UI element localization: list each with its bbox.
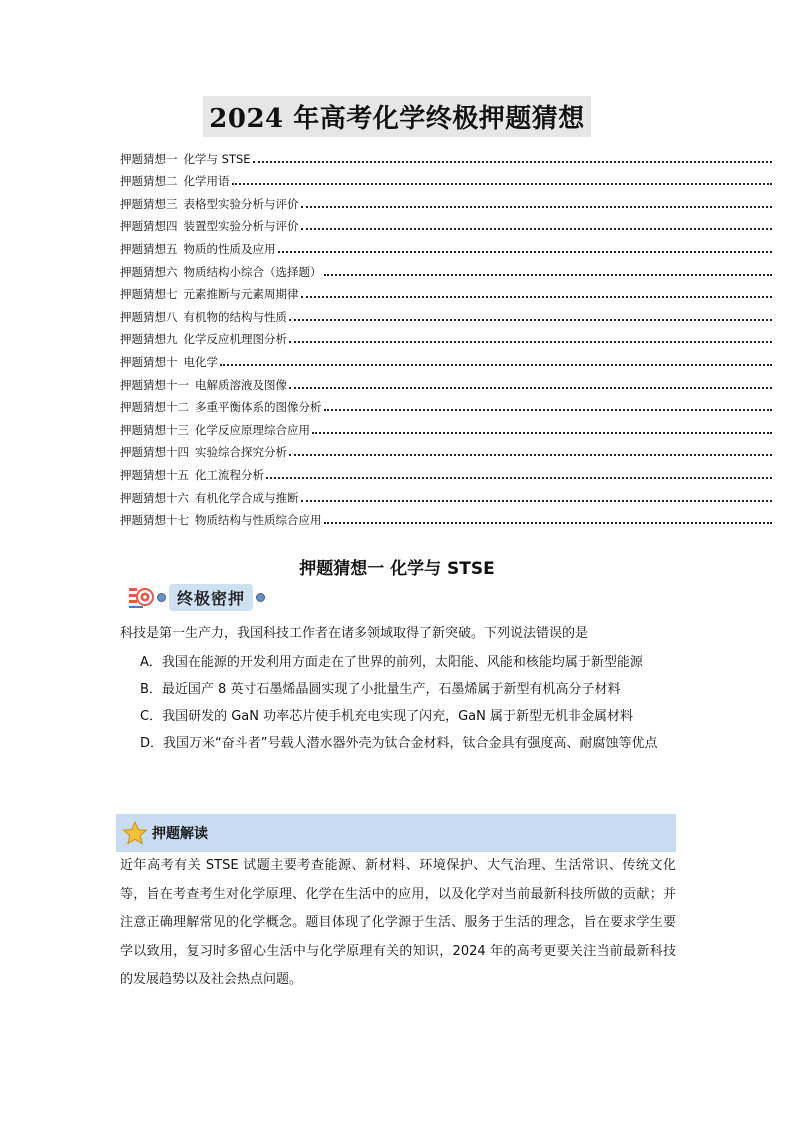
toc-row[interactable] — [120, 144, 772, 167]
toc-row[interactable] — [120, 393, 772, 416]
analysis-label: 押题解读 — [152, 826, 208, 842]
toc-label: 押题猜想八 — [120, 309, 178, 324]
toc-row[interactable] — [120, 370, 772, 393]
question-stem: 科技是第一生产力，我国科技工作者在诸多领域取得了新突破。下列说法错误的是 — [120, 626, 589, 641]
question-block — [120, 624, 676, 756]
toc-label: 押题猜想五 — [120, 241, 178, 256]
toc-leader-dots — [232, 182, 773, 185]
toc-leader-dots — [301, 295, 773, 298]
toc-title: 装置型实验分析与评价 — [183, 219, 299, 234]
toc-leader-dots — [289, 386, 772, 389]
toc-row[interactable] — [120, 415, 772, 438]
analysis-header — [116, 814, 676, 852]
toc-row[interactable] — [120, 257, 772, 280]
option-a: A．我国在能源的开发利用方面走在了世界的前列，太阳能、风能和核能均属于新型能源 — [140, 655, 643, 670]
toc-label: 押题猜想十五 — [120, 467, 189, 482]
toc-title: 有机物的结构与性质 — [183, 309, 287, 324]
page-title: 2024 年高考化学终极押题猜想 — [203, 96, 590, 137]
toc-row[interactable] — [120, 506, 772, 529]
toc-row[interactable] — [120, 189, 772, 212]
toc-title: 实验综合探究分析 — [195, 445, 287, 460]
toc-title: 电解质溶液及图像 — [195, 377, 287, 392]
toc-row[interactable] — [120, 438, 772, 461]
toc-title: 物质结构小综合（选择题） — [183, 264, 322, 279]
toc-leader-dots — [312, 431, 772, 434]
toc-title: 物质的性质及应用 — [183, 241, 276, 256]
toc-leader-dots — [289, 453, 772, 456]
toc-title: 有机化学合成与推断 — [195, 490, 299, 505]
toc-leader-dots — [301, 205, 773, 208]
toc-leader-dots — [324, 521, 773, 524]
toc-label: 押题猜想十六 — [120, 490, 189, 505]
toc-row[interactable] — [120, 302, 772, 325]
banner-dot-right — [256, 593, 265, 602]
toc-leader-dots — [289, 340, 772, 343]
toc-row[interactable] — [120, 280, 772, 303]
toc-row[interactable] — [120, 347, 772, 370]
toc-leader-dots — [324, 273, 773, 276]
toc-title: 化学反应机理图分析 — [183, 332, 287, 347]
toc-row[interactable] — [120, 212, 772, 235]
toc-label: 押题猜想四 — [120, 219, 178, 234]
banner-dot-left — [157, 593, 166, 602]
target-icon — [128, 584, 154, 610]
table-of-contents — [120, 144, 772, 528]
banner-label: 终极密押 — [169, 584, 253, 611]
toc-row[interactable] — [120, 234, 772, 257]
toc-title: 元素推断与元素周期律 — [183, 287, 299, 302]
toc-row[interactable] — [120, 460, 772, 483]
option-c: C．我国研发的 GaN 功率芯片使手机充电实现了闪充，GaN 属于新型无机非金属材料 — [140, 709, 634, 724]
secret-banner — [128, 583, 268, 611]
toc-title: 化学反应原理综合应用 — [195, 422, 310, 437]
toc-leader-dots — [220, 363, 772, 366]
toc-label: 押题猜想十七 — [120, 513, 189, 528]
toc-label: 押题猜想七 — [120, 287, 178, 302]
toc-label: 押题猜想十三 — [120, 422, 189, 437]
title-wrap — [0, 96, 794, 137]
toc-title: 电化学 — [183, 354, 218, 369]
toc-label: 押题猜想一 — [120, 151, 178, 166]
toc-title: 化学与 STSE — [183, 151, 251, 166]
toc-leader-dots — [324, 408, 773, 411]
toc-leader-dots — [301, 227, 773, 230]
toc-label: 押题猜想十 — [120, 354, 178, 369]
toc-leader-dots — [301, 499, 773, 502]
option-b: B．最近国产 8 英寸石墨烯晶圆实现了小批量生产，石墨烯属于新型有机高分子材料 — [140, 682, 621, 697]
toc-label: 押题猜想二 — [120, 174, 178, 189]
toc-row[interactable] — [120, 167, 772, 190]
toc-row[interactable] — [120, 325, 772, 348]
toc-label: 押题猜想三 — [120, 196, 178, 211]
toc-leader-dots — [253, 160, 772, 163]
toc-leader-dots — [289, 318, 772, 321]
toc-title: 化工流程分析 — [195, 467, 264, 482]
toc-title: 多重平衡体系的图像分析 — [195, 400, 322, 415]
option-d: D．我国万米“奋斗者”号载人潜水器外壳为钛合金材料，钛合金具有强度高、耐腐蚀等优点 — [140, 736, 658, 751]
toc-label: 押题猜想十四 — [120, 445, 189, 460]
toc-title: 物质结构与性质综合应用 — [195, 513, 322, 528]
toc-leader-dots — [278, 250, 773, 253]
toc-title: 表格型实验分析与评价 — [183, 196, 299, 211]
star-icon — [122, 820, 148, 846]
toc-leader-dots — [266, 476, 772, 479]
toc-label: 押题猜想九 — [120, 332, 178, 347]
toc-label: 押题猜想十一 — [120, 377, 189, 392]
section-heading: 押题猜想一 化学与 STSE — [299, 559, 495, 579]
analysis-text: 近年高考有关 STSE 试题主要考查能源、新材料、环境保护、大气治理、生活常识、传统文化等，旨在考查考生对化学原理、化学在生活中的应用，以及化学对当前最新科技所做的贡献；并注意正确理解常见的化学概念。题目体现了化学源于生活、服务于生活的理念，旨在要求学生要学以致用，复习时多留心生活中与化学原理有关的知识，2024 年的高考更要关注当前最新科技的发展趋势以及社会热点问题。 — [120, 858, 676, 987]
toc-row[interactable] — [120, 483, 772, 506]
toc-label: 押题猜想六 — [120, 264, 178, 279]
toc-title: 化学用语 — [183, 174, 230, 189]
toc-label: 押题猜想十二 — [120, 400, 189, 415]
